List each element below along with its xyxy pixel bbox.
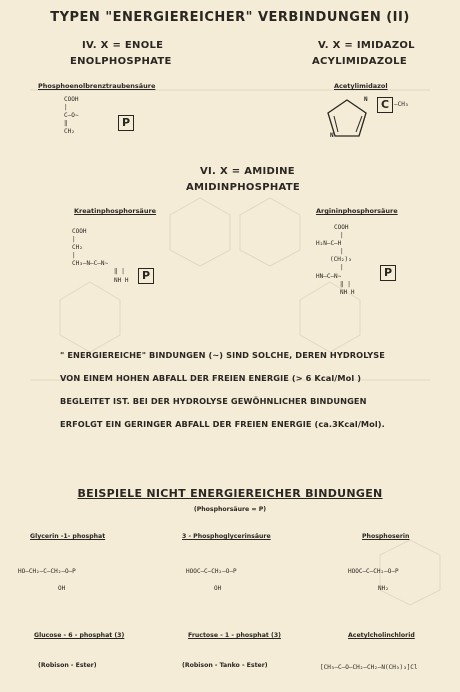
struct-line: CH₂ (64, 128, 75, 136)
example-formula: HOOC—C—CH₂—O—P (348, 568, 399, 575)
struct-line: ‖ (64, 120, 68, 128)
struct-line: | (72, 252, 76, 260)
paragraph-line: ERFOLGT EIN GERINGER ABFALL DER FREIEN ENERGIE (ca.3Kcal/Mol). (60, 419, 385, 429)
struct-line: | (64, 104, 68, 112)
phosphate-box: P (380, 265, 396, 281)
arginin-structure (316, 224, 354, 297)
imidazol-compound-name: Acetylimidazol (334, 82, 388, 90)
struct-line: NH H (340, 288, 355, 296)
paragraph-line: BEGLEITET IST. BEI DER HYDROLYSE GEWÖHNLICHER BINDUNGEN (60, 396, 367, 406)
amidine-subheading: AMIDINPHOSPHATE (186, 182, 301, 193)
example-name: Phosphoserin (362, 533, 410, 540)
enole-structure (64, 96, 78, 136)
struct-line: COOH (64, 96, 79, 103)
kreatin-compound-name: Kreatinphosphorsäure (74, 207, 157, 215)
struct-line: | (340, 264, 344, 272)
example-note: (Robison - Ester) (38, 662, 97, 669)
page-title: TYPEN "ENERGIEREICHER" VERBINDUNGEN (II) (50, 10, 410, 25)
enole-heading: IV. X = ENOLE (82, 40, 164, 51)
struct-line: | (340, 232, 344, 240)
amidine-heading: VI. X = AMIDINE (200, 166, 295, 177)
struct-line: | (72, 236, 76, 244)
struct-line: H₂N—C—H (316, 240, 342, 248)
paragraph-line: VON EINEM HOHEN ABFALL DER FREIEN ENERGIE (> 6 Kcal/Mol ) (60, 373, 362, 383)
phosphate-box: P (118, 115, 134, 131)
example-name: Glycerin -1- phosphat (30, 533, 106, 540)
example-formula-sub: NH₂ (378, 585, 389, 592)
example-name: 3 - Phosphoglycerinsäure (182, 533, 271, 540)
example-formula: HOOC—C—CH₂—O—P (186, 568, 237, 575)
arginin-compound-name: Argininphosphorsäure (316, 207, 398, 215)
example-formula-sub: OH (214, 585, 222, 592)
struct-line: CH₂ (72, 244, 83, 252)
example-formula: HO—CH₂—C—CH₂—O—P (18, 568, 76, 575)
struct-line: ‖ | (114, 268, 125, 276)
phosphate-box: P (138, 268, 154, 284)
examples-title: BEISPIELE NICHT ENERGIEREICHER BINDUNGEN (77, 487, 383, 500)
examples-note: (Phosphorsäure = P) (193, 506, 267, 513)
example-name: Acetylcholinchlorid (348, 632, 415, 639)
struct-line: | (340, 248, 344, 256)
struct-line: (CH₂)₃ (330, 256, 352, 264)
struct-line: CH₃—N—C—N∼ (72, 260, 109, 268)
paragraph-line: " ENERGIEREICHE" BINDUNGEN (∼) SIND SOLCHE, DEREN HYDROLYSE (60, 350, 385, 360)
carbon-box: C (377, 97, 393, 113)
ring-nitrogen-bottom: N (330, 132, 334, 139)
struct-line: NH H (114, 276, 129, 284)
imidazol-subheading: ACYLIMIDAZOLE (312, 56, 407, 67)
struct-line: C—O∼ (64, 112, 79, 120)
enole-subheading: ENOLPHOSPHATE (70, 56, 172, 67)
struct-line: COOH (72, 228, 87, 235)
example-formula-sub: OH (58, 585, 66, 592)
struct-line: HN—C—N∼ (316, 272, 342, 280)
example-name: Glucose - 6 - phosphat (3) (34, 632, 125, 639)
struct-line: ‖ | (340, 280, 351, 288)
ring-nitrogen-top: N (364, 96, 368, 103)
example-name: Fructose - 1 - phosphat (3) (188, 632, 281, 639)
enole-compound-name: Phosphoenolbrenztraubensäure (38, 82, 156, 90)
kreatin-structure (72, 228, 128, 285)
struct-line: COOH (334, 224, 349, 231)
example-note: (Robison - Tanko - Ester) (182, 662, 268, 669)
methyl-group: —CH₃ (394, 101, 409, 108)
imidazol-heading: V. X = IMIDAZOL (318, 40, 415, 51)
example-formula: [CH₃—C—O—CH₂—CH₂—N(CH₃)₃]Cl (320, 664, 418, 671)
